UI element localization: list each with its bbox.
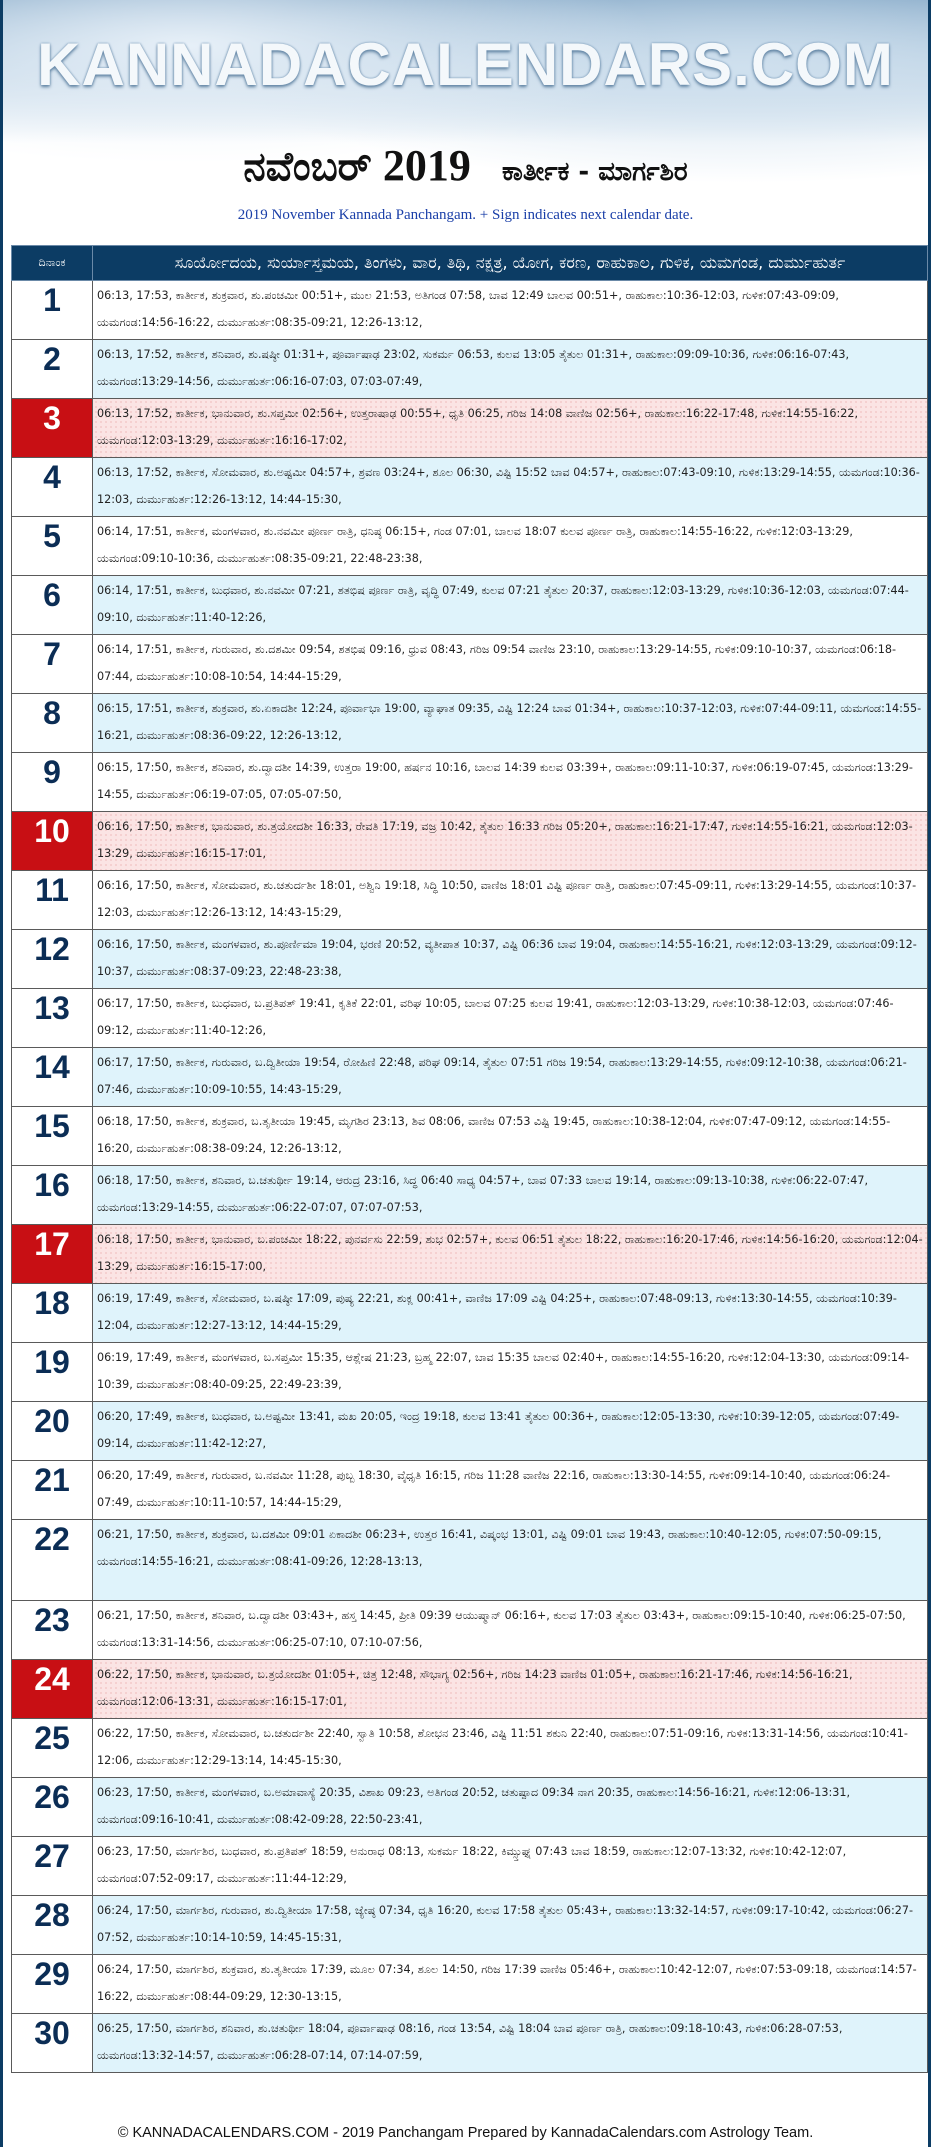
table-row — [12, 753, 928, 812]
table-row — [12, 694, 928, 753]
day-number: 10 — [12, 812, 93, 871]
table-row — [12, 1778, 928, 1837]
date-column-header: ದಿನಾಂಕ — [12, 246, 93, 281]
day-number: 3 — [12, 399, 93, 458]
month-name: ನವೆಂಬರ್ — [243, 144, 372, 190]
day-details: 06:14, 17:51, ಕಾರ್ತೀಕ, ಗುರುವಾರ, ಶು.ದಶಮೀ 09:54, ಶತಭಿಷ 09:16, ಧ್ರುವ 08:43, ಗರಿಜ 09:54 ವಾಣಿಜ 23:10, ರಾಹುಕಾಲ:13:29-14:55, ಗುಳಿಕ:09:10-10:37, ಯಮಗಂಡ:06:18-07:44, ದುರ್ಮುಹುರ್ತ:10:08-10:54, 14:44-15:29, — [93, 635, 928, 694]
day-details: 06:14, 17:51, ಕಾರ್ತೀಕ, ಮಂಗಳವಾರ, ಶು.ನವಮೀ ಪೂರ್ಣ ರಾತ್ರಿ, ಧನಿಷ್ಠ 06:15+, ಗಂಡ 07:01, ಬಾಲವ 18:07 ಕುಲವ ಪೂರ್ಣ ರಾತ್ರಿ, ರಾಹುಕಾಲ:14:55-16:22, ಗುಳಿಕ:12:03-13:29, ಯಮಗಂಡ:09:10-10:36, ದುರ್ಮುಹುರ್ತ:08:35-09:21, 22:48-23:38, — [93, 517, 928, 576]
day-number: 11 — [12, 871, 93, 930]
day-details: 06:19, 17:49, ಕಾರ್ತೀಕ, ಸೋಮವಾರ, ಬ.ಷಷ್ಠೀ 17:09, ಪುಷ್ಯ 22:21, ಶುಕ್ಲ 00:41+, ವಾಣಿಜ 17:09 ವಿಷ್ಟಿ 04:25+, ರಾಹುಕಾಲ:07:48-09:13, ಗುಳಿಕ:13:30-14:55, ಯಮಗಂಡ:10:39-12:04, ದುರ್ಮುಹುರ್ತ:12:27-13:12, 14:44-15:29, — [93, 1284, 928, 1343]
day-details: 06:20, 17:49, ಕಾರ್ತೀಕ, ಬುಧವಾರ, ಬ.ಅಷ್ಟಮೀ 13:41, ಮಖ 20:05, ಇಂದ್ರ 19:18, ಕುಲವ 13:41 ತೈತುಲ 00:36+, ರಾಹುಕಾಲ:12:05-13:30, ಗುಳಿಕ:10:39-12:05, ಯಮಗಂಡ:07:49-09:14, ದುರ್ಮುಹುರ್ತ:11:42-12:27, — [93, 1402, 928, 1461]
day-number: 26 — [12, 1778, 93, 1837]
day-details: 06:18, 17:50, ಕಾರ್ತೀಕ, ಶುಕ್ರವಾರ, ಬ.ತೃತೀಯಾ 19:45, ಮೃಗಶಿರ 23:13, ಶಿವ 08:06, ವಾಣಿಜ 07:53 ವಿಷ್ಟಿ 19:45, ರಾಹುಕಾಲ:10:38-12:04, ಗುಳಿಕ:07:47-09:12, ಯಮಗಂಡ:14:55-16:20, ದುರ್ಮುಹುರ್ತ:08:38-09:24, 12:26-13:12, — [93, 1107, 928, 1166]
day-number: 27 — [12, 1837, 93, 1896]
table-row — [12, 930, 928, 989]
day-number: 8 — [12, 694, 93, 753]
table-row — [12, 1601, 928, 1660]
site-title[interactable]: KANNADACALENDARS.COM — [37, 31, 894, 98]
day-number: 24 — [12, 1660, 93, 1719]
masa-name: ಕಾರ್ತೀಕ - ಮಾರ್ಗಶಿರ — [501, 157, 688, 187]
day-details: 06:13, 17:53, ಕಾರ್ತೀಕ, ಶುಕ್ರವಾರ, ಶು.ಪಂಚಮೀ 00:51+, ಮುಲ 21:53, ಅತಿಗಂಡ 07:58, ಬಾವ 12:49 ಬಾಲವ 00:51+, ರಾಹುಕಾಲ:10:36-12:03, ಗುಳಿಕ:07:43-09:09, ಯಮಗಂಡ:14:56-16:22, ದುರ್ಮುಹುರ್ತ:08:35-09:21, 12:26-13:12, — [93, 281, 928, 340]
day-number: 12 — [12, 930, 93, 989]
day-details: 06:24, 17:50, ಮಾರ್ಗಶಿರ, ಗುರುವಾರ, ಶು.ದ್ವಿತೀಯಾ 17:58, ಜ್ಯೇಷ್ಠ 07:34, ಧೃತಿ 16:20, ಕುಲವ 17:58 ತೈತುಲ 05:43+, ರಾಹುಕಾಲ:13:32-14:57, ಗುಳಿಕ:09:17-10:42, ಯಮಗಂಡ:06:27-07:52, ದುರ್ಮುಹುರ್ತ:10:14-10:59, 14:45-15:31, — [93, 1896, 928, 1955]
table-row — [12, 340, 928, 399]
day-number: 9 — [12, 753, 93, 812]
day-details: 06:24, 17:50, ಮಾರ್ಗಶಿರ, ಶುಕ್ರವಾರ, ಶು.ತೃತೀಯಾ 17:39, ಮೂಲ 07:34, ಶೂಲ 14:50, ಗರಿಜ 17:39 ವಾಣಿಜ 05:46+, ರಾಹುಕಾಲ:10:42-12:07, ಗುಳಿಕ:07:53-09:18, ಯಮಗಂಡ:14:57-16:22, ದುರ್ಮುಹುರ್ತ:08:44-09:29, 12:30-13:15, — [93, 1955, 928, 2014]
day-details: 06:16, 17:50, ಕಾರ್ತೀಕ, ಭಾನುವಾರ, ಶು.ತ್ರಯೋದಶೀ 16:33, ರೇವತಿ 17:19, ವಜ್ರ 10:42, ತೈತುಲ 16:33 ಗರಿಜ 05:20+, ರಾಹುಕಾಲ:16:21-17:47, ಗುಳಿಕ:14:55-16:21, ಯಮಗಂಡ:12:03-13:29, ದುರ್ಮುಹುರ್ತ:16:15-17:01, — [93, 812, 928, 871]
table-row — [12, 576, 928, 635]
table-row — [12, 1837, 928, 1896]
table-row — [12, 1955, 928, 2014]
day-details: 06:22, 17:50, ಕಾರ್ತೀಕ, ಸೋಮವಾರ, ಬ.ಚತುರ್ದಶೀ 22:40, ಸ್ವಾತಿ 10:58, ಶೋಭನ 23:46, ವಿಷ್ಟಿ 11:51 ಶಕುನಿ 22:40, ರಾಹುಕಾಲ:07:51-09:16, ಗುಳಿಕ:13:31-14:56, ಯಮಗಂಡ:10:41-12:06, ದುರ್ಮುಹುರ್ತ:12:29-13:14, 14:45-15:30, — [93, 1719, 928, 1778]
day-details: 06:15, 17:51, ಕಾರ್ತೀಕ, ಶುಕ್ರವಾರ, ಶು.ಏಕಾದಶೀ 12:24, ಪೂರ್ವಾಭಾ 19:00, ವ್ಯಾಘಾತ 09:35, ವಿಷ್ಟಿ 12:24 ಬಾವ 01:34+, ರಾಹುಕಾಲ:10:37-12:03, ಗುಳಿಕ:07:44-09:11, ಯಮಗಂಡ:14:55-16:21, ದುರ್ಮುಹುರ್ತ:08:36-09:22, 12:26-13:12, — [93, 694, 928, 753]
day-details: 06:25, 17:50, ಮಾರ್ಗಶಿರ, ಶನಿವಾರ, ಶು.ಚತುರ್ಥೀ 18:04, ಪೂರ್ವಾಷಾಢ 08:16, ಗಂಡ 13:54, ವಿಷ್ಟಿ 18:04 ಬಾವ ಪೂರ್ಣ ರಾತ್ರಿ, ರಾಹುಕಾಲ:09:18-10:43, ಗುಳಿಕ:06:28-07:53, ಯಮಗಂಡ:13:32-14:57, ದುರ್ಮುಹುರ್ತ:06:28-07:14, 07:14-07:59, — [93, 2014, 928, 2073]
subtitle: 2019 November Kannada Panchangam. + Sign indicates next calendar date. — [237, 207, 694, 223]
details-column-header: ಸೂರ್ಯೋದಯ, ಸುರ್ಯಾಸ್ತಮಯ, ತಿಂಗಳು, ವಾರ, ತಿಥಿ, ನಕ್ಷತ್ರ, ಯೋಗ, ಕರಣ, ರಾಹುಕಾಲ, ಗುಳಿಕ, ಯಮಗಂಡ, ದುರ್ಮುಹುರ್ತ — [93, 246, 928, 281]
table-row — [12, 989, 928, 1048]
day-details: 06:21, 17:50, ಕಾರ್ತೀಕ, ಶುಕ್ರವಾರ, ಬ.ದಶಮೀ 09:01 ಏಕಾದಶೀ 06:23+, ಉತ್ತರ 16:41, ವಿಷ್ಕಂಭ 13:01, ವಿಷ್ಟಿ 09:01 ಬಾವ 19:43, ರಾಹುಕಾಲ:10:40-12:05, ಗುಳಿಕ:07:50-09:15, ಯಮಗಂಡ:14:55-16:21, ದುರ್ಮುಹುರ್ತ:08:41-09:26, 12:28-13:13, — [93, 1520, 928, 1601]
day-number: 20 — [12, 1402, 93, 1461]
day-details: 06:16, 17:50, ಕಾರ್ತೀಕ, ಮಂಗಳವಾರ, ಶು.ಪೂರ್ಣಿಮಾ 19:04, ಭರಣಿ 20:52, ವ್ಯತೀಪಾತ 10:37, ವಿಷ್ಟಿ 06:36 ಬಾವ 19:04, ರಾಹುಕಾಲ:14:55-16:21, ಗುಳಿಕ:12:03-13:29, ಯಮಗಂಡ:09:12-10:37, ದುರ್ಮುಹುರ್ತ:08:37-09:23, 22:48-23:38, — [93, 930, 928, 989]
day-details: 06:14, 17:51, ಕಾರ್ತೀಕ, ಬುಧವಾರ, ಶು.ನವಮೀ 07:21, ಶತಭಿಷ ಪೂರ್ಣ ರಾತ್ರಿ, ವೃದ್ಧಿ 07:49, ಕುಲವ 07:21 ತೈತುಲ 20:37, ರಾಹುಕಾಲ:12:03-13:29, ಗುಳಿಕ:10:36-12:03, ಯಮಗಂಡ:07:44-09:10, ದುರ್ಮುಹುರ್ತ:11:40-12:26, — [93, 576, 928, 635]
table-row — [12, 2014, 928, 2073]
day-number: 22 — [12, 1520, 93, 1601]
day-number: 19 — [12, 1343, 93, 1402]
day-number: 13 — [12, 989, 93, 1048]
table-row — [12, 399, 928, 458]
footer-copyright: © KANNADACALENDARS.COM - 2019 Panchangam Prepared by KannadaCalendars.com Astrology Team. — [117, 2125, 814, 2141]
day-details: 06:13, 17:52, ಕಾರ್ತೀಕ, ಭಾನುವಾರ, ಶು.ಸಪ್ತಮೀ 02:56+, ಉತ್ತರಾಷಾಢ 00:55+, ಧೃತಿ 06:25, ಗರಿಜ 14:08 ವಾಣಿಜ 02:56+, ರಾಹುಕಾಲ:16:22-17:48, ಗುಳಿಕ:14:55-16:22, ಯಮಗಂಡ:12:03-13:29, ದುರ್ಮುಹುರ್ತ:16:16-17:02, — [93, 399, 928, 458]
year: 2019 — [382, 141, 471, 190]
day-number: 4 — [12, 458, 93, 517]
month-heading — [3, 140, 928, 191]
table-row — [12, 1520, 928, 1601]
table-row — [12, 281, 928, 340]
day-number: 25 — [12, 1719, 93, 1778]
day-details: 06:17, 17:50, ಕಾರ್ತೀಕ, ಬುಧವಾರ, ಬ.ಪ್ರತಿಪತ್ 19:41, ಕೃತಿಕೆ 22:01, ವರಿಘ 10:05, ಬಾಲವ 07:25 ಕುಲವ 19:41, ರಾಹುಕಾಲ:12:03-13:29, ಗುಳಿಕ:10:38-12:03, ಯಮಗಂಡ:07:46-09:12, ದುರ್ಮುಹುರ್ತ:11:40-12:26, — [93, 989, 928, 1048]
table-row — [12, 1896, 928, 1955]
header-banner — [3, 0, 928, 230]
day-details: 06:18, 17:50, ಕಾರ್ತೀಕ, ಶನಿವಾರ, ಬ.ಚತುರ್ಥೀ 19:14, ಆರುದ್ರ 23:16, ಸಿದ್ಧ 06:40 ಸಾಧ್ಯ 04:57+, ಬಾವ 07:33 ಬಾಲವ 19:14, ರಾಹುಕಾಲ:09:13-10:38, ಗುಳಿಕ:06:22-07:47, ಯಮಗಂಡ:13:29-14:55, ದುರ್ಮುಹುರ್ತ:06:22-07:07, 07:07-07:53, — [93, 1166, 928, 1225]
table-row — [12, 1166, 928, 1225]
table-header-row — [12, 246, 928, 281]
day-number: 17 — [12, 1225, 93, 1284]
table-row — [12, 635, 928, 694]
day-number: 2 — [12, 340, 93, 399]
table-row — [12, 1048, 928, 1107]
day-details: 06:13, 17:52, ಕಾರ್ತೀಕ, ಶನಿವಾರ, ಶು.ಷಷ್ಠೀ 01:31+, ಪೂರ್ವಾಷಾಢ 23:02, ಸುಕರ್ಮ 06:53, ಕುಲವ 13:05 ತೈತುಲ 01:31+, ರಾಹುಕಾಲ:09:09-10:36, ಗುಳಿಕ:06:16-07:43, ಯಮಗಂಡ:13:29-14:56, ದುರ್ಮುಹುರ್ತ:06:16-07:03, 07:03-07:49, — [93, 340, 928, 399]
table-row — [12, 1284, 928, 1343]
day-number: 23 — [12, 1601, 93, 1660]
day-details: 06:23, 17:50, ಮಾರ್ಗಶಿರ, ಬುಧವಾರ, ಶು.ಪ್ರತಿಪತ್ 18:59, ಅನುರಾಧ 08:13, ಸುಕರ್ಮ 18:22, ಕಿಮ್ಸ್ತುಘ್ನ 07:43 ಬಾವ 18:59, ರಾಹುಕಾಲ:12:07-13:32, ಗುಳಿಕ:10:42-12:07, ಯಮಗಂಡ:07:52-09:17, ದುರ್ಮುಹುರ್ತ:11:44-12:29, — [93, 1837, 928, 1896]
day-number: 14 — [12, 1048, 93, 1107]
table-row — [12, 458, 928, 517]
day-number: 1 — [12, 281, 93, 340]
day-number: 29 — [12, 1955, 93, 2014]
day-number: 7 — [12, 635, 93, 694]
table-row — [12, 1660, 928, 1719]
panchang-table — [11, 245, 928, 2073]
table-row — [12, 517, 928, 576]
table-row — [12, 812, 928, 871]
day-details: 06:17, 17:50, ಕಾರ್ತೀಕ, ಗುರುವಾರ, ಬ.ದ್ವಿತೀಯಾ 19:54, ರೋಹಿಣಿ 22:48, ಪರಿಘ 09:14, ತೈತುಲ 07:51 ಗರಿಜ 19:54, ರಾಹುಕಾಲ:13:29-14:55, ಗುಳಿಕ:09:12-10:38, ಯಮಗಂಡ:06:21-07:46, ದುರ್ಮುಹುರ್ತ:10:09-10:55, 14:43-15:29, — [93, 1048, 928, 1107]
day-details: 06:21, 17:50, ಕಾರ್ತೀಕ, ಶನಿವಾರ, ಬ.ದ್ವಾದಶೀ 03:43+, ಹಸ್ತ 14:45, ಪ್ರೀತಿ 09:39 ಆಯುಷ್ಮಾನ್ 06:16+, ಕುಲವ 17:03 ತೈತುಲ 03:43+, ರಾಹುಕಾಲ:09:15-10:40, ಗುಳಿಕ:06:25-07:50, ಯಮಗಂಡ:13:31-14:56, ದುರ್ಮುಹುರ್ತ:06:25-07:10, 07:10-07:56, — [93, 1601, 928, 1660]
day-number: 21 — [12, 1461, 93, 1520]
day-details: 06:23, 17:50, ಕಾರ್ತೀಕ, ಮಂಗಳವಾರ, ಬ.ಅಮಾವಾಸ್ಯೆ 20:35, ವಿಶಾಖ 09:23, ಅತಿಗಂಡ 20:52, ಚತುಷ್ಪಾದ 09:34 ನಾಗ 20:35, ರಾಹುಕಾಲ:14:56-16:21, ಗುಳಿಕ:12:06-13:31, ಯಮಗಂಡ:09:16-10:41, ದುರ್ಮುಹುರ್ತ:08:42-09:28, 22:50-23:41, — [93, 1778, 928, 1837]
day-number: 28 — [12, 1896, 93, 1955]
day-number: 6 — [12, 576, 93, 635]
table-row — [12, 1107, 928, 1166]
day-number: 16 — [12, 1166, 93, 1225]
day-details: 06:18, 17:50, ಕಾರ್ತೀಕ, ಭಾನುವಾರ, ಬ.ಪಂಚಮೀ 18:22, ಪುನರ್ವಸು 22:59, ಶುಭ 02:57+, ಕುಲವ 06:51 ತೈತುಲ 18:22, ರಾಹುಕಾಲ:16:20-17:46, ಗುಳಿಕ:14:56-16:20, ಯಮಗಂಡ:12:04-13:29, ದುರ್ಮುಹುರ್ತ:16:15-17:00, — [93, 1225, 928, 1284]
table-row — [12, 1225, 928, 1284]
table-row — [12, 871, 928, 930]
table-row — [12, 1719, 928, 1778]
day-number: 30 — [12, 2014, 93, 2073]
day-details: 06:20, 17:49, ಕಾರ್ತೀಕ, ಗುರುವಾರ, ಬ.ನವಮೀ 11:28, ಪುಬ್ಬ 18:30, ವೈಧೃತಿ 16:15, ಗರಿಜ 11:28 ವಾಣಿಜ 22:16, ರಾಹುಕಾಲ:13:30-14:55, ಗುಳಿಕ:09:14-10:40, ಯಮಗಂಡ:06:24-07:49, ದುರ್ಮುಹುರ್ತ:10:11-10:57, 14:44-15:29, — [93, 1461, 928, 1520]
day-details: 06:22, 17:50, ಕಾರ್ತೀಕ, ಭಾನುವಾರ, ಬ.ತ್ರಯೋದಶೀ 01:05+, ಚಿತ್ರ 12:48, ಸೌಭಾಗ್ಯ 02:56+, ಗರಿಜ 14:23 ವಾಣಿಜ 01:05+, ರಾಹುಕಾಲ:16:21-17:46, ಗುಳಿಕ:14:56-16:21, ಯಮಗಂಡ:12:06-13:31, ದುರ್ಮುಹುರ್ತ:16:15-17:01, — [93, 1660, 928, 1719]
day-number: 5 — [12, 517, 93, 576]
day-number: 18 — [12, 1284, 93, 1343]
table-row — [12, 1402, 928, 1461]
table-row — [12, 1343, 928, 1402]
day-details: 06:13, 17:52, ಕಾರ್ತೀಕ, ಸೋಮವಾರ, ಶು.ಅಷ್ಟಮೀ 04:57+, ಶ್ರವಣ 03:24+, ಶೂಲ 06:30, ವಿಷ್ಟಿ 15:52 ಬಾವ 04:57+, ರಾಹುಕಾಲ:07:43-09:10, ಗುಳಿಕ:13:29-14:55, ಯಮಗಂಡ:10:36-12:03, ದುರ್ಮುಹುರ್ತ:12:26-13:12, 14:44-15:30, — [93, 458, 928, 517]
table-body — [12, 281, 928, 2073]
table-row — [12, 1461, 928, 1520]
day-number: 15 — [12, 1107, 93, 1166]
day-details: 06:19, 17:49, ಕಾರ್ತೀಕ, ಮಂಗಳವಾರ, ಬ.ಸಪ್ತಮೀ 15:35, ಆಶ್ಲೇಷ 21:23, ಬ್ರಹ್ಮ 22:07, ಬಾವ 15:35 ಬಾಲವ 02:40+, ರಾಹುಕಾಲ:14:55-16:20, ಗುಳಿಕ:12:04-13:30, ಯಮಗಂಡ:09:14-10:39, ದುರ್ಮುಹುರ್ತ:08:40-09:25, 22:49-23:39, — [93, 1343, 928, 1402]
day-details: 06:16, 17:50, ಕಾರ್ತೀಕ, ಸೋಮವಾರ, ಶು.ಚತುರ್ದಶೀ 18:01, ಅಶ್ವಿನಿ 19:18, ಸಿದ್ಧಿ 10:50, ವಾಣಿಜ 18:01 ವಿಷ್ಟಿ ಪೂರ್ಣ ರಾತ್ರಿ, ರಾಹುಕಾಲ:07:45-09:11, ಗುಳಿಕ:13:29-14:55, ಯಮಗಂಡ:10:37-12:03, ದುರ್ಮುಹುರ್ತ:12:26-13:12, 14:43-15:29, — [93, 871, 928, 930]
day-details: 06:15, 17:50, ಕಾರ್ತೀಕ, ಶನಿವಾರ, ಶು.ದ್ವಾದಶೀ 14:39, ಉತ್ತರಾ 19:00, ಹರ್ಷನ 10:16, ಬಾಲವ 14:39 ಕುಲವ 03:39+, ರಾಹುಕಾಲ:09:11-10:37, ಗುಳಿಕ:06:19-07:45, ಯಮಗಂಡ:13:29-14:55, ದುರ್ಮುಹುರ್ತ:06:19-07:05, 07:05-07:50, — [93, 753, 928, 812]
